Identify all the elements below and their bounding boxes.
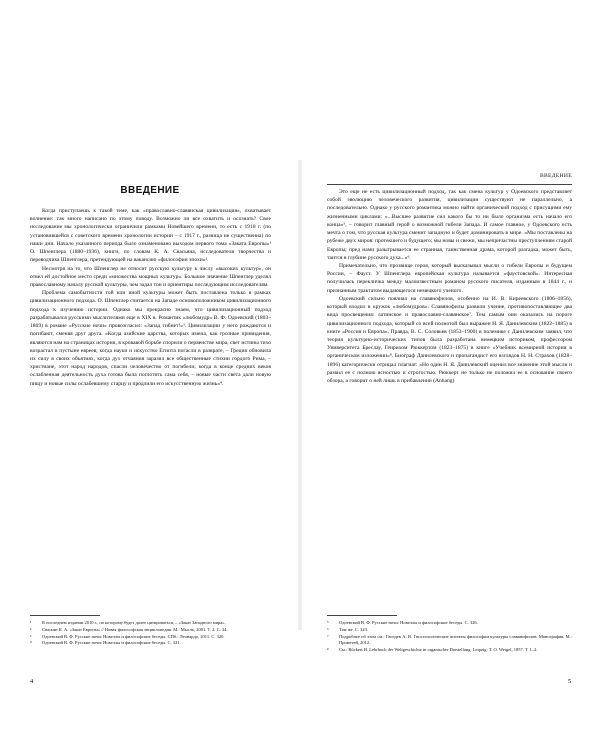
footnote-text: См.: Rückert H. Lehrbuch der Weltgeschichte in organischer Darstellung. Leipzig: T. O. Weigel, 1857. T. 1–2. (339, 646, 538, 652)
right-body-text (327, 188, 572, 609)
right-footnotes (327, 620, 572, 653)
footnote-number: ⁶ (327, 626, 329, 632)
footnote-text: Подробнее об этом см.: Гвоздев А. В. Гносеологические аспекты философии культуры славянофилов. Монография. М.: Прометей, 2012. (339, 633, 572, 645)
footnote-number: ² (30, 626, 32, 632)
paragraph: Одоевский сильно повлиял на славянофилов, особенно на И. В. Киреевского (1806–1856), который входил в кружок «любомудров». Славянофилы развили учение, противопоставляющее два вида просвещения: латинское и православно-славянское⁷. Тем самым они оказались на пороге цивилизационного подхода, который со всей полнотой был выражен Н. Я. Данилевским (1822–1885) в книге «Россия и Европа». Правда, В. С. Соловьев (1853–1900) в полемике с Данилевским заявил, что теория культурно-исторических типов была разработана немецким историком, профессором Университета Бреслау, Генрихом Рюккертом (1823–1875) в книге «Учебник всемирной истории в органическом изложении»⁸. Биограф Данилевского и пропагандист его взглядов Н. Н. Страхов (1828–1896) категорически отрицал плагиат: «Но один Н. Я. Данилевский оценил все значение этой мысли и развил ее с полною ясностью и строгостью. Рюккерт не только не положил ее в основание своего обзора, а говорит о ней лишь в прибавлении (Anhang) (327, 295, 572, 385)
page-number: 5 (568, 678, 572, 685)
paragraph: Несмотря на то, что Шпенглер не относит русскую культуру к числу «высоких культур», он отвел ей достойное место среди «множества мощных культур». Большое значение Шпенглер уделял православному началу русской культуры, чем задал тон и ориентиры последующим исследователям. (30, 265, 271, 288)
running-head (327, 172, 572, 185)
right-page (300, 0, 600, 750)
left-footnotes (30, 620, 271, 647)
footnote (327, 647, 572, 653)
paragraph: Примечательно, что прозвище героя, который высказывал мысли о гибели Европы и будущем России, – Фауст. У Шпенглера европейская культура называется «фаустовской». Интересная получилась перекличка между малоизвестным романом русского писателя, изданным в 1844 г., и признанным трактатом выдающегося немецкого ученого. (327, 262, 572, 294)
footnote (30, 634, 271, 640)
footnote-number: ⁷ (327, 633, 329, 639)
paragraph: Это еще не есть цивилизационный подход, так как смена культур у Одоевского представляет собой эволюцию человеческого развития, цивилизации существуют не параллельно, а последовательно. Однако у русского романтика можно найти органический подход с присущими ему жизненными циклами: «...Высшее развитие сил какого бы то ни было организма есть начало его конца»⁵, – говорит главный герой о возможной гибели Запада. И самое главное, у Одоевского есть мечта о том, что русская культура сменит западную и будет доминировать в мире. «Мы поставлены на рубеже двух миров: протекшего и будущего; мы новы и свежи, мы непричастны преступлениям старой Европы; пред нами разыгрывается ее странная, таинственная драма, которой разгадка, может быть, таится в глубине русского духа...»⁶. (327, 189, 572, 261)
footnote-number: ¹ (30, 620, 32, 625)
footnote-text: Там же. С. 323. (339, 626, 369, 632)
footnote (327, 627, 572, 633)
footnote-rule (30, 615, 100, 616)
footnote (327, 620, 572, 626)
footnote-text: Одоевский В. Ф. Русские ночи: Новеллы и философские беседы. СПб.: Леонардо, 2011. С. 320. (42, 633, 225, 639)
footnote (30, 627, 271, 633)
footnote (327, 634, 572, 646)
footnote-text: Одоевский В. Ф. Русские ночи: Новеллы и философские беседы. С. 326. (339, 620, 478, 625)
chapter-heading: ВВЕДЕНИЕ (120, 185, 180, 196)
page-number: 4 (30, 678, 34, 685)
footnote-text: Одоевский В. Ф. Русские ночи: Новеллы и философские беседы. С. 321. (42, 640, 181, 646)
footnote-number: ³ (30, 633, 32, 639)
footnote-number: ⁵ (327, 620, 329, 625)
footnote-text: В последнем издании 2010 г., по которому будет далее цитироваться, – «Закат Западного мира». (42, 620, 226, 625)
footnote (30, 640, 271, 646)
footnote-text: Свасьян К. А. «Закат Европы» // Новая философская энциклопедия. М.: Мысль, 2001. Т. 2. С. 34. (42, 626, 228, 632)
footnote (30, 620, 271, 626)
left-body-text (30, 207, 271, 609)
paragraph: Проблема самобытности той или иной культуры может быть поставлена только в рамках цивилизационного подхода. О. Шпенглер считается на Западе основоположником цивилизационного подхода к изучению истории. Однако мы прекрасно знаем, что цивилизационный подход разрабатывался русскими мыслителями еще в XIX в. Романтик «любомудр» В. Ф. Одоевский (1803–1869) в романе «Русские ночи» провозгласил: «Запад гибнет!»³. Цивилизации у него рождаются и погибают, сменяя друг друга. «Когда азийские царства, которых имена, как грозные привидения, являются нам на страницах истории, в кровавой борьбе спорили о первенстве мира, свет истины тихо возрастал в пустыне евреев, когда науки и искусство Египта погасли в разврате, – Греция обновила их силу в своих объятиях, когда дух отчаяния заразил все общественные стихии гордого Рима, – христиане, этот народ народов, спасли человечество от погибели; когда в конце средних веков ослабленная деятельность духа готова была поглотить сама себя, – новые части света дали новую пищу и новые силы ослабевшему старцу и продлили его искусственную жизнь»⁴. (30, 290, 271, 387)
footnote-rule (327, 615, 397, 616)
footnote-number: ⁴ (30, 640, 32, 646)
paragraph: Когда приступаешь к такой теме, как «православно-славянская цивилизация», охватывает волнение: так много написано по этому поводу. Возможно ли все охватить и осознать? Свое исследование мы хронологически ограничили рамками Новейшего времени, то есть с 1918 г. (по установившейся с советского времени хронологии истории – с 1917 г., разница не существенна) по наши дни. Начало указанного периода было ознаменовано выходом первого тома «Заката Европы»¹ О. Шпенглера (1880–1936), книги, по словам К. А. Свасьяна, исследователя творчества и переводчика Шпенглера, претендующей на вакансию «философии эпохи»². (30, 208, 271, 264)
footnote-number: ⁸ (327, 646, 329, 652)
running-head-label: ВВЕДЕНИЕ (539, 173, 572, 179)
